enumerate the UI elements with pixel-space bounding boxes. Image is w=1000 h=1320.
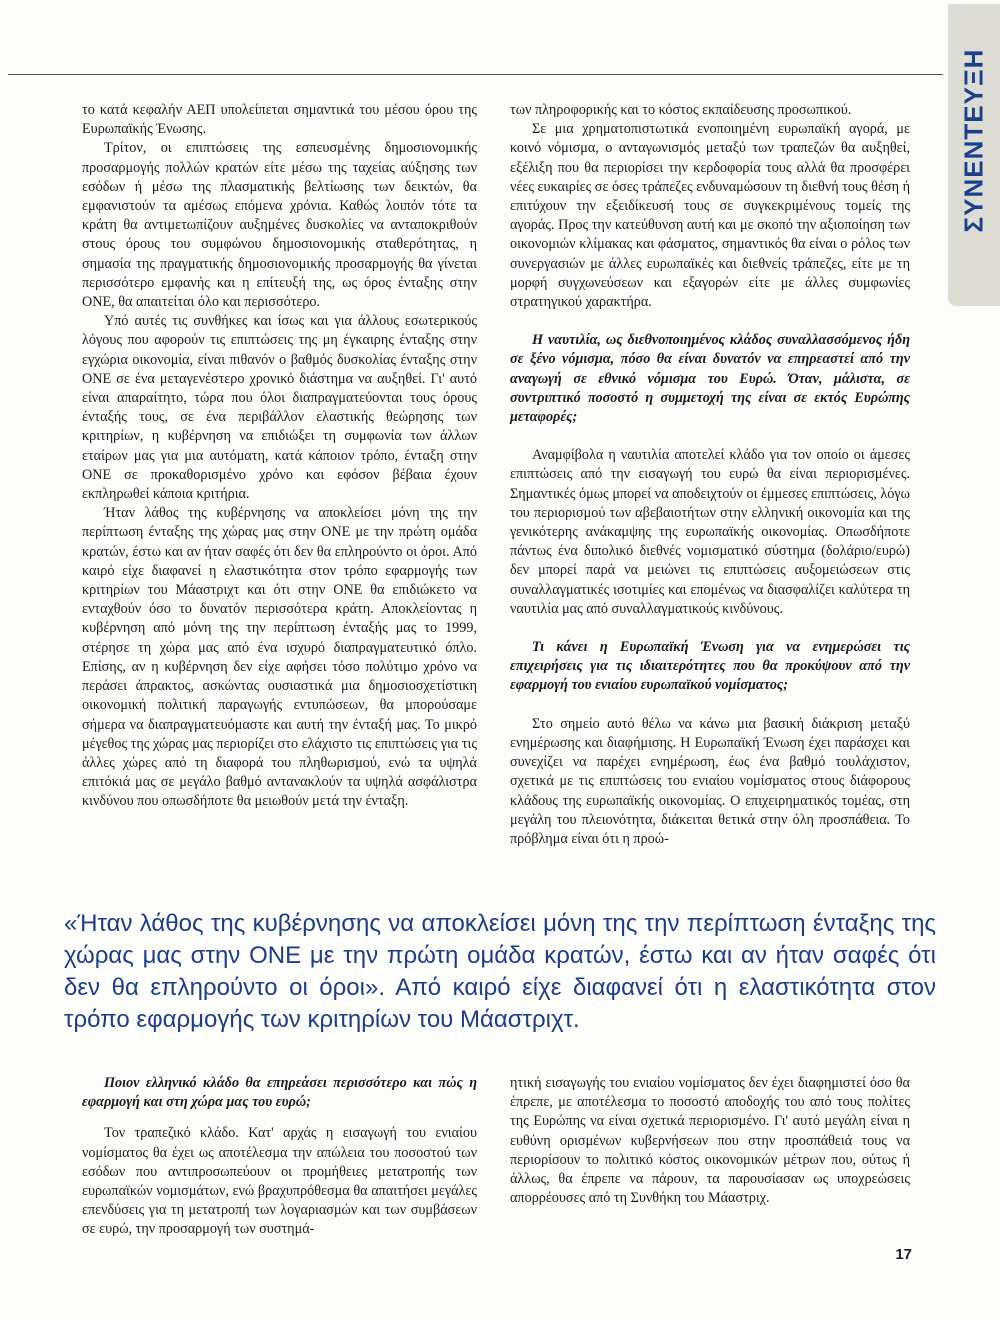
pull-quote: «Ήταν λάθος της κυβέρνησης να αποκλείσει μόνη της την περίπτωση ένταξης της χώρας μας στην ΟΝΕ με την πρώτη ομάδα κρατών, έστω και αν ήταν σαφές ότι δεν θα επληρούντο οι όροι». Από καιρό είχε διαφανεί ότι η ελαστικότητα στον τρόπο εφαρμογής των κριτηρίων του Μάαστριχτ. <box>64 910 936 1033</box>
question-eu-info: Τι κάνει η Ευρωπαϊκή Ένωση για να ενημερώσει τις επιχειρήσεις για τις ιδιαιτερότητες που θα προκύψουν από την εφαρμογή του ενιαίου ευρωπαϊκού νομίσματος; <box>510 639 910 694</box>
answer-eu-info: Στο σημείο αυτό θέλω να κάνω μια βασική διάκριση μεταξύ ενημέρωσης και διαφήμισης. Η Ευρωπαϊκή Ένωση έχει παράσχει και συνεχίζει να παρέχει ενημέρωση, έως ένα βαθμό τουλάχιστον, σχετικά με τις επιπτώσεις του ενιαίου νομίσματος στους διάφορους κλάδους της ευρωπαϊκής οικονομίας. Ο επιχειρηματικός τομέας, στη μεγάλη του πλειονότητα, διάκειται θετικά στην όλη προσπάθεια. Το πρόβλημα είναι ότι η προώ- <box>510 715 910 847</box>
column-2 <box>510 101 910 849</box>
column-3 <box>82 1075 477 1240</box>
page-number: 17 <box>895 1246 912 1263</box>
question-shipping: Η ναυτιλία, ως διεθνοποιημένος κλάδος συναλλασσόμενος ήδη σε ξένο νόμισμα, πόσο θα είναι δυνατόν να επηρεαστεί από την αναγωγή σε εθνικό νόμισμα του Ευρώ. Όταν, μάλιστα, σε συντριπτικό ποσοστό η συμμετοχή της είναι σε εκτός Ευρώπης μεταφορές; <box>510 332 910 426</box>
question-greek-sector: Ποιον ελληνικό κλάδο θα επηρεάσει περισσότερο και πώς η εφαρμογή και στη χώρα μας του ευρώ; <box>82 1075 477 1111</box>
col1-paragraph-4: Ήταν λάθος της κυβέρνησης να αποκλείσει μόνη της την περίπτωση ένταξης της χώρας μας στην ΟΝΕ με την πρώτη ομάδα κρατών, έστω και αν ήταν σαφές ότι δεν θα επληρούντο οι όροι. Από καιρό είχε διαφανεί η ελαστικότητα στον τρόπο εφαρμογής των κριτηρίων του Μάαστριχτ και ότι στην ΟΝΕ θα επιδιώκετο να ενταχθούν όσο το δυνατόν περισσότερα κράτη. Αποκλείοντας η κυβέρνηση από μόνη της την περίπτωση ένταξής μας το 1999, στέρησε τη χώρα μας από ένα ισχυρό διαπραγματευτικό όπλο. Επίσης, αν η κυβέρνηση δεν είχε αφήσει τόσο πολύτιμο χρόνο να περάσει άπρακτος, ασκώντας ουσιαστικά μια δημοσιοσχετίστικη οικονομική πολιτική παραγωγής εντυπώσεων, θα μπορούσαμε σήμερα να διαπραγματευόμαστε και αυτή την ένταξή μας. Το μικρό μέγεθος της χώρας μας περιορίζει στο ελάχιστο τις επιπτώσεις για τις άλλες χώρες από τη διαφορά του πληθωρισμού, ενώ τα υψηλά επιτόκιά μας σε μεγάλο βαθμό αντανακλούν τα υψηλά ασφάλιστρα κινδύνου που οπωσδήποτε θα μειωθούν μετά την ένταξη. <box>82 505 477 810</box>
column-1 <box>82 101 477 812</box>
section-tab <box>948 4 1000 306</box>
col1-paragraph-2: Τρίτον, οι επιπτώσεις της εσπευσμένης δημοσιονομικής προσαρμογής πολλών κρατών είτε μέσω της ταχείας αύξησης των εσόδων ή μέσω της πλασματικής βελτίωσης των δεικτών, θα εμφανιστούν τα αμέσως επόμενα χρόνια. Καθώς λοιπόν τότε τα κράτη θα αντιμετωπίζουν αυξημένες δυσκολίες να ανταποκριθούν στους όρους του συμφώνου δημοσιονομικής σταθερότητας, η σημασία της πραγματικής δημοσιονομικής προσαρμογής θα γίνεται περισσότερο εμφανής και η επίτευξή της, ως όρος ένταξης στην ΟΝΕ, θα απαιτείται όλο και περισσότερο. <box>82 140 477 311</box>
section-tab-label: ΣΥΝΕΝΤΕΥΞΗ <box>958 48 989 232</box>
col2-paragraph-2: Σε μια χρηματοπιστωτικά ενοποιημένη ευρωπαϊκή αγορά, με κοινό νόμισμα, ο ανταγωνισμός μεταξύ των τραπεζών θα αυξηθεί, εξέλιξη που θα περιορίσει την κερδοφορία τους αλλά θα προσφέρει νέες ευκαιρίες σε όσες τράπεζες ενδυναμώσουν τη διεθνή τους θέση ή επιτύχουν την εξειδίκευσή τους σε συγκεκριμένους τομείς της αγοράς. Προς την κατεύθυνση αυτή και με σκοπό την αξιοποίηση των οικονομιών κλίμακας και φάσματος, σημαντικός θα είναι ο ρόλος των συνεργασιών με άλλες ευρωπαϊκές και διεθνείς τράπεζες, είτε με τη μορφή συγχωνεύσεων και εξαγορών είτε με άλλες συμφωνίες στρατηγικού χαρακτήρα. <box>510 121 910 311</box>
col2-paragraph-1: των πληροφορικής και το κόστος εκπαίδευσης προσωπικού. <box>510 102 852 118</box>
answer-shipping: Αναμφίβολα η ναυτιλία αποτελεί κλάδο για τον οποίο οι άμεσες επιπτώσεις από την εισαγωγή του ευρώ θα είναι περιορισμένες. Σημαντικές όμως μπορεί να αποδειχτούν οι έμμεσες επιπτώσεις, λόγω του περιορισμού των αβεβαιοτήτων στην ελληνική οικονομία και της γενικότερης ανάκαμψης της ευρωπαϊκής οικονομίας. Οπωσδήποτε πάντως ένα διπολικό διεθνές νομισματικό σύστημα (δολάριο/ευρώ) δεν μπορεί παρά να μειώνει τις επιπτώσεις αυξομειώσεων στις συναλλαγματικές ισοτιμίες και επομένως να διασφαλίζει καλύτερα τη ναυτιλία μας από συναλλαγματικούς κινδύνους. <box>510 447 910 617</box>
column-4 <box>510 1074 910 1208</box>
top-rule <box>8 74 943 75</box>
col1-paragraph-1: το κατά κεφαλήν ΑΕΠ υπολείπεται σημαντικά του μέσου όρου της Ευρωπαϊκής Ένωσης. <box>82 102 477 138</box>
col4-paragraph: ητική εισαγωγής του ενιαίου νομίσματος δεν έχει διαφημιστεί όσο θα έπρεπε, με αποτέλεσμα το ποσοστό αποδοχής του από τους πολίτες της Ευρώπης να είναι σχετικά περιορισμένο. Γι' αυτό μεγάλη είναι η ευθύνη ορισμένων κυβερνήσεων που στην προσπάθειά τους να περιορίσουν το πολιτικό κόστος οικονομικών μέτρων που, ούτως ή άλλως, θα έπρεπε να πάρουν, τα παρουσίασαν ως υποχρεώσεις απορρέουσες από τη Συνθήκη του Μάαστριχ. <box>510 1075 910 1207</box>
answer-greek-sector: Τον τραπεζικό κλάδο. Κατ' αρχάς η εισαγωγή του ενιαίου νομίσματος θα έχει ως αποτέλεσμα την απώλεια του ποσοστού των εσόδων που αντιπροσωπεύουν οι προμήθειες μετατροπής των ευρωπαϊκών νομισμάτων, ενώ βραχυπρόθεσμα θα απαιτήσει μεγάλες επενδύσεις για τη μετατροπή των λογαριασμών και των συμβάσεων σε ευρώ, την προσαρμογή των συστημά- <box>82 1125 477 1238</box>
col1-paragraph-3: Υπό αυτές τις συνθήκες και ίσως και για άλλους εσωτερικούς λόγους που αφορούν τις επιπτώσεις της μη έγκαιρης ένταξης στην εγχώρια οικονομία, είναι πιθανόν ο βαθμός δυσκολίας ένταξης στην ΟΝΕ σε ένα μεταγενέστερο χρονικό διάστημα να αυξηθεί. Γι' αυτό είναι απαραίτητο, τώρα που όλοι διαπραγματεύονται τους όρους ένταξής τους, σε ένα περιβάλλον ελαστικής θεώρησης των κριτηρίων, η κυβέρνηση να επιδιώξει τη συμφωνία των άλλων εταίρων μας για μια αυτόματη, κατά κάποιον τρόπο, ένταξη στην ΟΝΕ σε προκαθορισμένο χρόνο και εφόσον βέβαια έχουν εκπληρωθεί κάποια κριτήρια. <box>82 313 477 503</box>
